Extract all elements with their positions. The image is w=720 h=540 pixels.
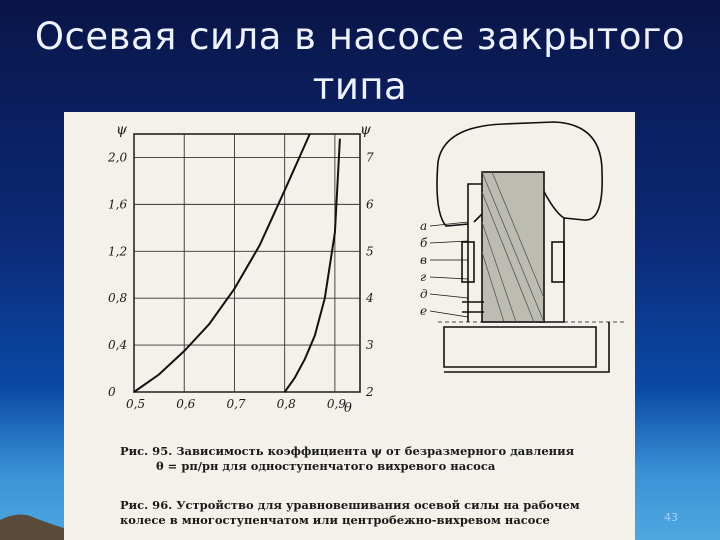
x-tick-label: 0,6	[176, 397, 196, 411]
x-tick-label: 0,9	[326, 397, 346, 411]
right-tick-label: 6	[366, 197, 374, 212]
x-tick-label: 0,8	[276, 397, 296, 411]
left-tick-label: 1,6	[108, 197, 128, 212]
figure95-caption-line2: θ = pп/pн для одноступенчатого вихревого насоса	[156, 459, 496, 473]
slide-title-line2: типа	[312, 65, 408, 108]
part-leader-line	[430, 294, 468, 298]
series-line-right	[285, 139, 340, 392]
figure96-drawing	[437, 122, 624, 372]
part-label: в	[420, 253, 427, 267]
right-tick-label: 7	[366, 150, 374, 165]
figure95-caption-line1: Рис. 95. Зависимость коэффициента ψ от безразмерного давления	[120, 444, 575, 458]
series-line-left	[134, 134, 310, 392]
scanned-figure-page	[64, 112, 635, 540]
right-tick-label: 3	[366, 338, 374, 353]
left-tick-label: 1,2	[108, 244, 128, 259]
x-tick-label: 0,5	[126, 397, 146, 411]
slide-title	[0, 12, 720, 112]
part-label: б	[420, 236, 428, 250]
right-tick-label: 5	[366, 244, 374, 259]
landscape-decoration	[0, 480, 70, 540]
right-tick-label: 4	[366, 291, 374, 306]
left-tick-label: 0,8	[108, 291, 128, 306]
part-label: д	[420, 287, 428, 301]
left-tick-label: 2,0	[108, 150, 128, 165]
figure96-part-labels	[420, 219, 428, 318]
x-tick-label: 0,7	[226, 397, 246, 411]
part-label: а	[420, 219, 428, 233]
figure96-caption-line1: Рис. 96. Устройство для уравновешивания осевой силы на рабочем	[120, 498, 580, 512]
right-axis-symbol: ψ	[360, 122, 371, 138]
figure95-caption	[120, 444, 574, 474]
right-tick-label: 2	[366, 385, 374, 399]
figure95-plot	[107, 122, 374, 416]
figure96-caption-line2: колесе в многоступенчатом или центробежно-вихревом насосе	[120, 513, 550, 527]
figure96-caption	[120, 498, 580, 528]
figure-graphics	[64, 112, 635, 540]
left-tick-label: 0,4	[108, 338, 128, 353]
slide-title-line1: Осевая сила в насосе закрытого	[34, 15, 686, 58]
slide-number: 43	[664, 511, 678, 524]
part-label: е	[420, 304, 428, 318]
x-axis-symbol: θ	[344, 401, 352, 416]
left-axis-symbol: ψ	[116, 122, 127, 138]
part-label: г	[420, 270, 427, 284]
left-tick-label: 0	[108, 385, 116, 399]
